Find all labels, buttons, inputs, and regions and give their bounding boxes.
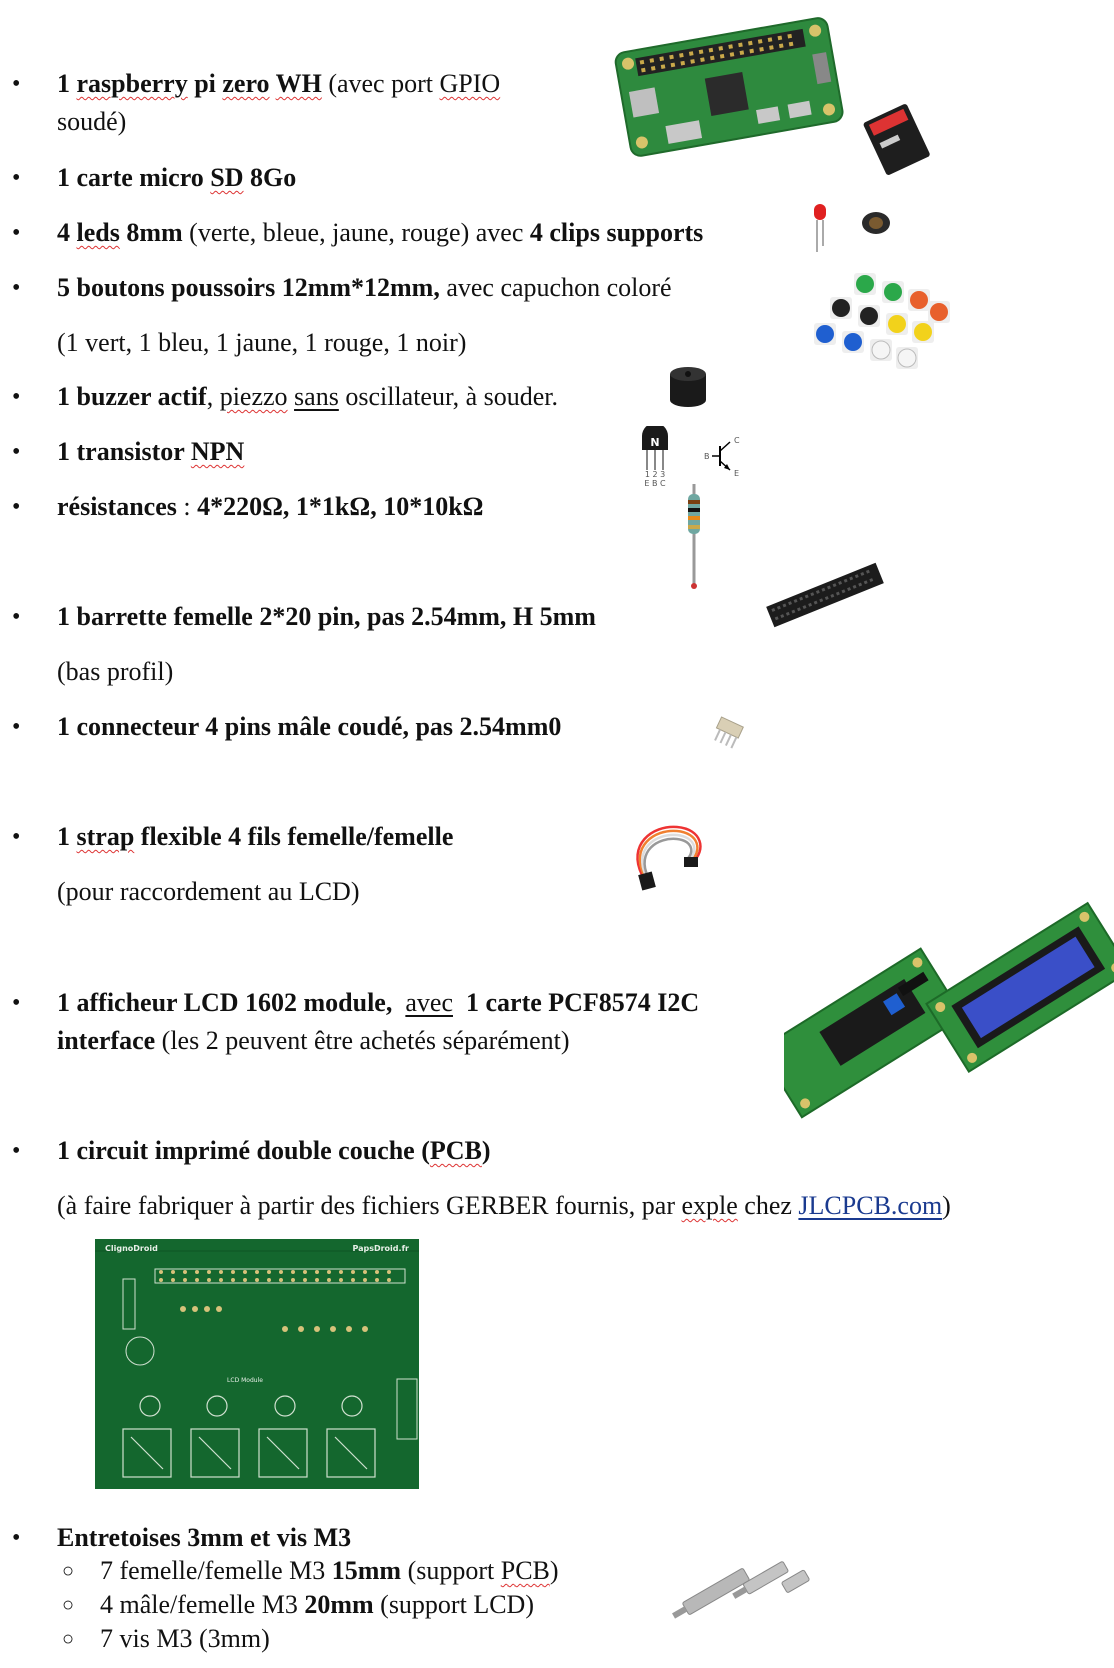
bullet: • <box>12 1525 21 1551</box>
item-text: avec capuchon coloré <box>439 273 672 302</box>
list-item-buttons <box>57 273 672 303</box>
item-text: NPN <box>190 437 245 466</box>
jlcpcb-link[interactable]: JLCPCB.com <box>798 1191 943 1220</box>
item-text: PCB <box>500 1556 550 1585</box>
item-text: ) <box>942 1191 951 1220</box>
item-text: 7 femelle/femelle M3 <box>100 1556 332 1585</box>
item-text: 8mm <box>119 218 183 247</box>
item-text: WH <box>275 69 322 98</box>
item-text: ) <box>549 1556 559 1585</box>
list-item-transistor <box>57 437 244 467</box>
item-text: exple <box>681 1191 738 1220</box>
item-text: (avec port <box>321 69 440 98</box>
item-text: leds <box>76 218 120 247</box>
item-text: 4*220Ω, 1*1kΩ, 10*10kΩ <box>197 492 484 521</box>
item-text: strap <box>76 822 135 851</box>
item-text: 7 vis M3 (3mm) <box>100 1624 270 1653</box>
list-item-spacers <box>57 1523 351 1553</box>
item-text: 1 connecteur 4 pins mâle coudé, pas 2.54mm0 <box>57 712 562 741</box>
item-text: 4 clips supports <box>529 218 704 247</box>
list-item-strap-line2: (pour raccordement au LCD) <box>57 877 360 906</box>
item-text: pi <box>187 69 223 98</box>
item-text: , <box>206 382 220 411</box>
item-text: : <box>176 492 198 521</box>
list-item-pcb-line2 <box>57 1191 951 1221</box>
sub-bullet: ○ <box>62 1594 75 1616</box>
list-item-resistors <box>57 492 483 522</box>
item-text: 15mm <box>331 1556 402 1585</box>
item-text: flexible 4 fils femelle/femelle <box>134 822 454 851</box>
item-text <box>392 988 405 1017</box>
bullet: • <box>12 604 21 630</box>
sub-list-item <box>100 1590 534 1620</box>
push-buttons-image <box>812 265 952 380</box>
item-text: SD <box>210 163 244 192</box>
item-text: 8Go <box>243 163 297 192</box>
raspberry-pi-image <box>612 14 852 164</box>
led-clip-image <box>858 208 894 238</box>
pcb-photo <box>95 1239 419 1489</box>
item-text: 1 <box>57 822 77 851</box>
item-text: (verte, bleue, jaune, rouge) avec <box>182 218 530 247</box>
item-text: PCB <box>429 1136 482 1165</box>
item-text: 4 mâle/femelle M3 <box>100 1590 305 1619</box>
bullet: • <box>12 165 21 191</box>
transistor-n-label: N <box>650 436 660 449</box>
sub-list-item <box>100 1624 270 1654</box>
symbol-c-label: C <box>734 436 740 445</box>
list-item-strap <box>57 822 453 852</box>
item-text: (les 2 peuvent être achetés séparément) <box>155 1026 570 1055</box>
item-text: chez <box>737 1191 799 1220</box>
bullet: • <box>12 439 21 465</box>
lcd-module-image <box>784 890 1114 1135</box>
bullet: • <box>12 275 21 301</box>
item-text: oscillateur, à souder. <box>338 382 558 411</box>
sd-card-image <box>858 100 938 180</box>
item-text: piezzo <box>219 382 288 411</box>
list-item-buttons-line2: (1 vert, 1 bleu, 1 jaune, 1 rouge, 1 noir) <box>57 328 467 357</box>
list-item-raspberry-line2: soudé) <box>57 107 127 136</box>
transistor-symbol-icon <box>700 432 744 480</box>
item-text: 1 carte micro <box>57 163 211 192</box>
symbol-b-label: B <box>704 452 710 461</box>
bullet: • <box>12 220 21 246</box>
transistor-image <box>634 426 676 488</box>
pcb-brand-left: ClignoDroid <box>105 1244 158 1253</box>
led-image <box>808 200 832 255</box>
item-text: sans <box>294 382 339 411</box>
list-item-header-line2: (bas profil) <box>57 657 174 686</box>
item-text: 4 <box>57 218 77 247</box>
item-text: 1 carte PCF8574 I2C <box>465 988 700 1017</box>
list-item-leds <box>57 218 703 248</box>
item-text: 1 buzzer actif <box>57 382 207 411</box>
item-text: Entretoises 3mm et vis M3 <box>57 1523 352 1552</box>
sub-list-item <box>100 1556 559 1586</box>
bullet: • <box>12 990 21 1016</box>
item-text: zero <box>222 69 270 98</box>
buzzer-image <box>666 364 710 410</box>
item-text: 1 afficheur LCD 1602 module, <box>57 988 393 1017</box>
flex-strap-image <box>622 815 712 895</box>
resistor-image <box>684 484 704 590</box>
pcb-lcd-module-label: LCD Module <box>227 1377 263 1384</box>
list-item-buzzer <box>57 382 558 412</box>
item-text: GPIO <box>439 69 501 98</box>
item-text: (support LCD) <box>373 1590 534 1619</box>
item-text: 1 circuit imprimé double couche ( <box>57 1136 430 1165</box>
list-item-lcd <box>57 988 699 1018</box>
symbol-e-label: E <box>734 469 740 478</box>
spacers-image <box>668 1518 828 1628</box>
bullet: • <box>12 494 21 520</box>
item-text: avec <box>405 988 453 1017</box>
item-text: 1 barrette femelle 2*20 pin, pas 2.54mm, H 5mm <box>57 602 596 631</box>
bullet: • <box>12 824 21 850</box>
list-item-sd-card <box>57 163 296 193</box>
bullet: • <box>12 714 21 740</box>
list-item-lcd-line2 <box>57 1026 570 1056</box>
sub-bullet: ○ <box>62 1628 75 1650</box>
item-text: (à faire fabriquer à partir des fichiers GERBER fournis, par <box>57 1191 682 1220</box>
bullet: • <box>12 384 21 410</box>
item-text: ) <box>481 1136 491 1165</box>
sub-bullet: ○ <box>62 1560 75 1582</box>
item-text: 20mm <box>304 1590 374 1619</box>
pcb-brand-right: PapsDroid.fr <box>352 1244 409 1253</box>
bullet: • <box>12 71 21 97</box>
item-text: 5 boutons poussoirs 12mm*12mm, <box>57 273 440 302</box>
list-item-connector <box>57 712 561 742</box>
item-text: raspberry <box>76 69 188 98</box>
list-item-raspberry <box>57 69 500 99</box>
item-text: 1 transistor <box>57 437 191 466</box>
item-text: 1 <box>57 69 77 98</box>
list-item-header <box>57 602 596 632</box>
item-text: (support <box>401 1556 501 1585</box>
transistor-pin-names: E B C <box>644 479 666 488</box>
list-item-pcb <box>57 1136 491 1166</box>
item-text: résistances <box>57 492 177 521</box>
female-header-image <box>760 560 890 630</box>
item-text <box>453 988 466 1017</box>
transistor-pins: 1 2 3 <box>644 470 666 479</box>
item-text: interface <box>57 1026 156 1055</box>
male-connector-image <box>708 710 752 754</box>
bullet: • <box>12 1138 21 1164</box>
